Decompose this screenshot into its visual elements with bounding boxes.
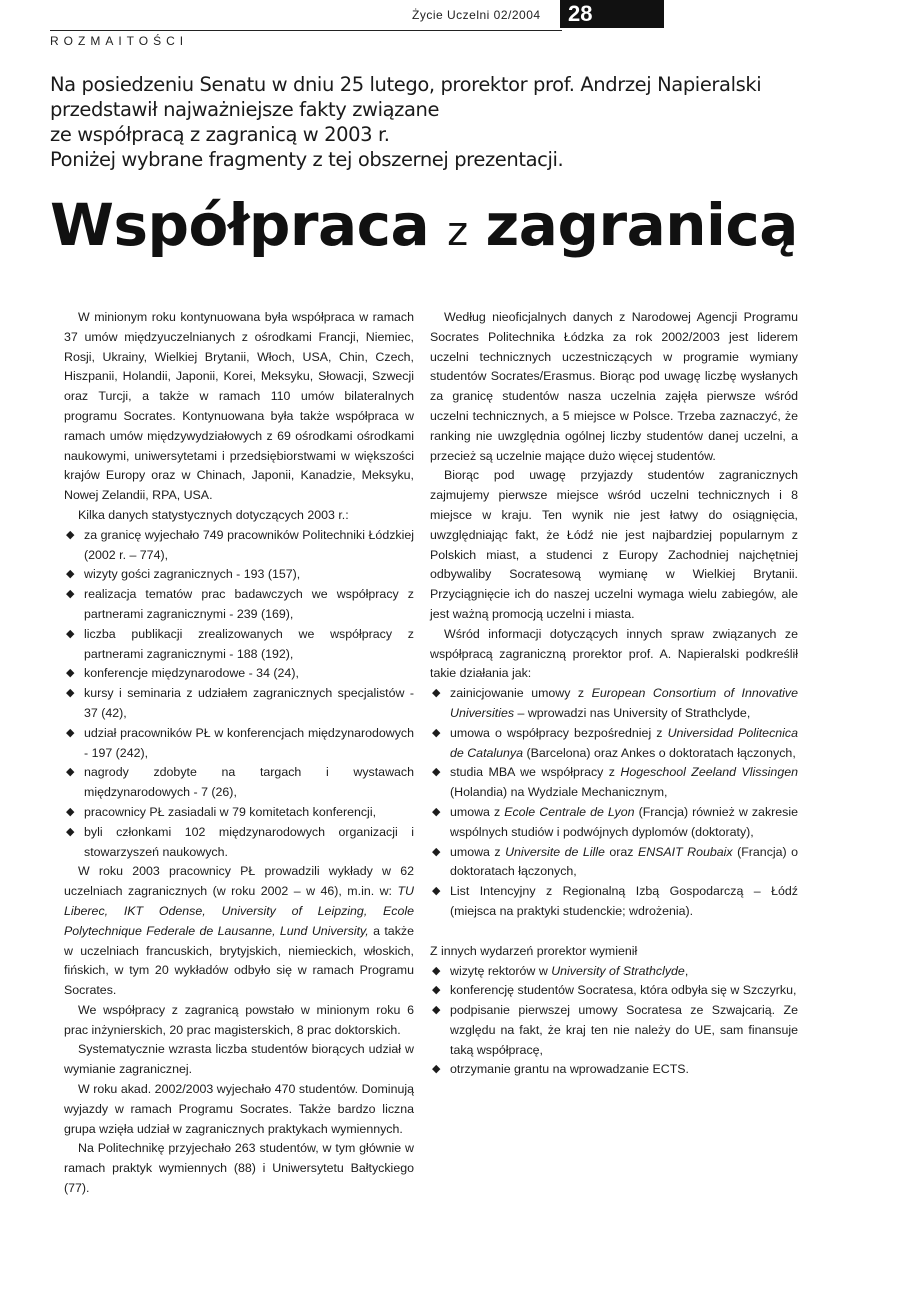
paragraph: Kilka danych statystycznych dotyczących 2003 r.: (78, 507, 349, 522)
text-run: oraz (604, 844, 638, 859)
text-run-italic: Universidad Politecnica de Catalunya (450, 725, 798, 760)
paragraph: Według nieoficjalnych danych z Narodowej Agencji Programu Socrates Politechnika Łódzka za rok 2002/2003 jest liderem uczelni technicznych uczestniczących w programie wymiany studentów Socrates/Erasmus. Biorąc pod uwagę liczbę wysłanych za granicę studentów nasza uczelnia zajęła pierwsze wśród uczelni technicznych, a 5 miejsce w Polsce. Trzeba zaznaczyć, że ranking nie uwzględnia ogólnej liczby studentów danej uczelni, a przecież są uczelnie mające dużo więcej studentów. (430, 310, 798, 463)
list-item-text: nagrody zdobyte na targach i wystawach międzynarodowych - 7 (26), (84, 765, 414, 800)
text-run-italic: Hogeschool Zeeland Vlissingen (620, 765, 798, 780)
list-item (430, 962, 798, 982)
diamond-bullet-icon: ◆ (66, 766, 75, 779)
list-item (64, 585, 414, 625)
list-item (64, 823, 414, 863)
list-item (64, 803, 414, 823)
text-run: umowa o współpracy bezpośredniej z (450, 725, 668, 740)
paragraph: Na Politechnikę przyjechało 263 studentów, w tym głównie w ramach praktyk wymiennych (88) i Uniwersytetu Bałtyckiego (77). (64, 1141, 414, 1196)
events-list (430, 962, 798, 1081)
diamond-bullet-icon: ◆ (66, 667, 75, 680)
text-run: (Holandia) na Wydziale Mechanicznym, (450, 785, 668, 800)
list-item (430, 1060, 798, 1080)
article-title (50, 190, 798, 267)
paragraph: W roku akad. 2002/2003 wyjechało 470 studentów. Dominują wyjazdy w ramach Programu Socrates. Także bardzo liczna grupa wzięła udział w zagranicznych praktykach wymiennych. (64, 1082, 414, 1136)
stats-list (64, 526, 414, 863)
text-run: (Francja) również w zakresie wspólnych studiów i podwójnych dyplomów (doktoraty), (450, 804, 799, 839)
left-column (64, 308, 414, 1199)
list-item (430, 803, 798, 843)
text-run: List Intencyjny z Regionalną Izbą Gospodarczą – Łódź (miejsca na praktyki studenckie; wdrożenia). (450, 884, 798, 918)
paragraph: We współpracy z zagranicą powstało w minionym roku 6 prac inżynierskich, 20 prac magisterskich, 8 prac doktorskich. (64, 1002, 414, 1037)
paragraph: Z innych wydarzeń prorektor wymienił (430, 943, 638, 958)
diamond-bullet-icon: ◆ (66, 588, 75, 601)
text-run: (Francja) o doktoratach łączonych, (450, 844, 799, 879)
text-run-italic: ENSAIT Roubaix (637, 844, 733, 859)
text-run: umowa z (450, 844, 506, 859)
list-item (64, 526, 414, 566)
paragraph: Biorąc pod uwagę przyjazdy studentów zagranicznych zajmujemy pierwsze miejsce wśród uczelni technicznych i 8 miejsce w kraju. Ten wynik nie jest łatwy do osiągnięcia, uwzględniając fakt, że Łódź nie jest najbardziej popularnym z Polskich miast, a studenci z Europy Zachodniej najchętniej odbywaliby Socratesową wymianę w Wielkiej Brytanii. Przyciągnięcie ich do naszej uczelni wymaga wielu zabiegów, ale jest ważną promocją uczelni i miasta. (430, 468, 798, 621)
diamond-bullet-icon: ◆ (66, 825, 75, 838)
diamond-bullet-icon: ◆ (432, 1004, 441, 1017)
text-run-italic: TU Liberec, IKT Odense, University of Leipzing, Ecole Polytechnique Federale de Lausanne, Lund University, (64, 884, 414, 938)
paragraph: Wśród informacji dotyczących innych spraw związanych ze współpracą zagraniczną prorektor prof. A. Napieralski podkreślił takie działania jak: (430, 626, 798, 681)
spacer (430, 922, 798, 942)
intro-lead (50, 72, 870, 172)
list-item-text: konferencje międzynarodowe - 34 (24), (84, 666, 299, 681)
list-item-text: wizyty gości zagranicznych - 193 (157), (84, 567, 301, 582)
list-item (430, 882, 798, 922)
list-item (430, 1001, 798, 1060)
list-item (430, 724, 798, 764)
list-item-text: realizacja tematów prac badawczych we współpracy z partnerami zagranicznymi - 239 (169), (84, 587, 414, 621)
text-run-italic: European Consortium of Innovative Universities (450, 686, 799, 720)
paragraph: W minionym roku kontynuowana była współpraca w ramach 37 umów międzyuczelnianych z ośrodkami Francji, Niemiec, Rosji, Ukrainy, Wielkiej Brytanii, Włoch, USA, Chin, Czech, Hiszpanii, Holandii, Japonii, Korei, Meksyku, Słowacji, Szwecji oraz Turcji, a także w ramach 110 umów bilateralnych programu Socrates. Kontynuowana była także współpraca w ramach umów międzywydziałowych z 69 ośrodkami ośrodkami naukowymi, uniwersytetami i przedsiębiorstwami w większości krajów Europy oraz w Chinach, Japonii, Kanadzie, Meksyku, Nowej Zelandii, RPA, USA. (64, 310, 414, 503)
text-run: umowa z (450, 804, 505, 819)
text-run: otrzymanie grantu na wprowadzanie ECTS. (450, 1062, 689, 1077)
list-item (430, 843, 798, 883)
paragraph: Systematycznie wzrasta liczba studentów biorących udział w wymianie zagranicznej. (64, 1042, 414, 1077)
diamond-bullet-icon: ◆ (432, 964, 441, 977)
text-run: – wprowadzi nas University of Strathclyde, (514, 705, 751, 720)
text-run-italic: Universite de Lille (505, 844, 605, 859)
diamond-bullet-icon: ◆ (66, 687, 75, 700)
list-item (64, 664, 414, 684)
text-run: wizytę rektorów w (450, 963, 552, 978)
text-run: konferencję studentów Socratesa, która odbyła się w Szczyrku, (450, 983, 797, 998)
diamond-bullet-icon: ◆ (432, 726, 441, 739)
diamond-bullet-icon: ◆ (432, 984, 441, 997)
list-item-text: za granicę wyjechało 749 pracowników Politechniki Łódzkiej (2002 r. – 774), (84, 527, 414, 562)
diamond-bullet-icon: ◆ (66, 726, 75, 739)
text-run: podpisanie pierwszej umowy Socratesa ze Szwajcarią. Ze względu na fakt, że kraj ten nie należy do UE, sam finansuje taką współpracę, (450, 1003, 798, 1057)
header-rule (50, 30, 562, 31)
list-item (430, 763, 798, 803)
list-item-text: pracownicy PŁ zasiadali w 79 komitetach konferencji, (84, 804, 377, 819)
list-item-text: liczba publikacji zrealizowanych we współpracy z partnerami zagranicznymi - 188 (192), (84, 626, 414, 661)
page-number: 28 (560, 0, 664, 28)
diamond-bullet-icon: ◆ (66, 805, 75, 818)
intro-line: Na posiedzeniu Senatu w dniu 25 lutego, prorektor prof. Andrzej Napieralski przedstawił najważniejsze fakty związane (50, 73, 762, 121)
text-run-italic: University of Strathclyde (551, 963, 685, 978)
text-run: (Barcelona) oraz Ankes o doktoratach łączonych, (523, 745, 796, 760)
intro-line: Poniżej wybrane fragmenty z tej obszernej prezentacji. (50, 148, 564, 171)
diamond-bullet-icon: ◆ (432, 687, 441, 700)
text-run-italic: Ecole Centrale de Lyon (504, 804, 635, 819)
diamond-bullet-icon: ◆ (432, 845, 441, 858)
diamond-bullet-icon: ◆ (432, 1063, 441, 1076)
list-item (64, 763, 414, 803)
list-item (64, 625, 414, 665)
list-item-text: kursy i seminaria z udziałem zagranicznych specjalistów - 37 (42), (84, 686, 414, 720)
text-run: , (684, 963, 689, 978)
text-run: W roku 2003 pracownicy PŁ prowadzili wykłady w 62 uczelniach zagranicznych (w roku 2002 – w 46), m.in. w: (64, 864, 414, 899)
actions-list (430, 684, 798, 922)
running-head: Życie Uczelni 02/2004 (412, 8, 541, 22)
list-item (430, 684, 798, 724)
intro-line: ze współpracą z zagranicą w 2003 r. (50, 123, 390, 146)
list-item (430, 981, 798, 1001)
list-item (64, 724, 414, 764)
title-word: z (447, 209, 468, 255)
text-run: zainicjowanie umowy z (450, 686, 592, 701)
list-item-text: udział pracowników PŁ w konferencjach międzynarodowych - 197 (242), (84, 725, 414, 760)
diamond-bullet-icon: ◆ (432, 805, 441, 818)
list-item (64, 565, 414, 585)
diamond-bullet-icon: ◆ (66, 627, 75, 640)
diamond-bullet-icon: ◆ (66, 528, 75, 541)
text-run: a także w uczelniach francuskich, brytyjskich, niemieckich, włoskich, fińskich, w tym 20 wykładów odbyło się w ramach Programu Socrates. (64, 923, 414, 998)
diamond-bullet-icon: ◆ (432, 766, 441, 779)
right-column (430, 308, 798, 1080)
list-item-text: byli członkami 102 międzynarodowych organizacji i stowarzyszeń naukowych. (84, 824, 414, 859)
text-run: studia MBA we współpracy z (450, 765, 621, 780)
title-word: zagranicą (485, 191, 798, 259)
title-word: Współpraca (50, 191, 430, 259)
section-label: ROZMAITOŚCI (50, 34, 189, 48)
diamond-bullet-icon: ◆ (432, 885, 441, 898)
diamond-bullet-icon: ◆ (66, 568, 75, 581)
list-item (64, 684, 414, 724)
paragraph (64, 862, 414, 1001)
